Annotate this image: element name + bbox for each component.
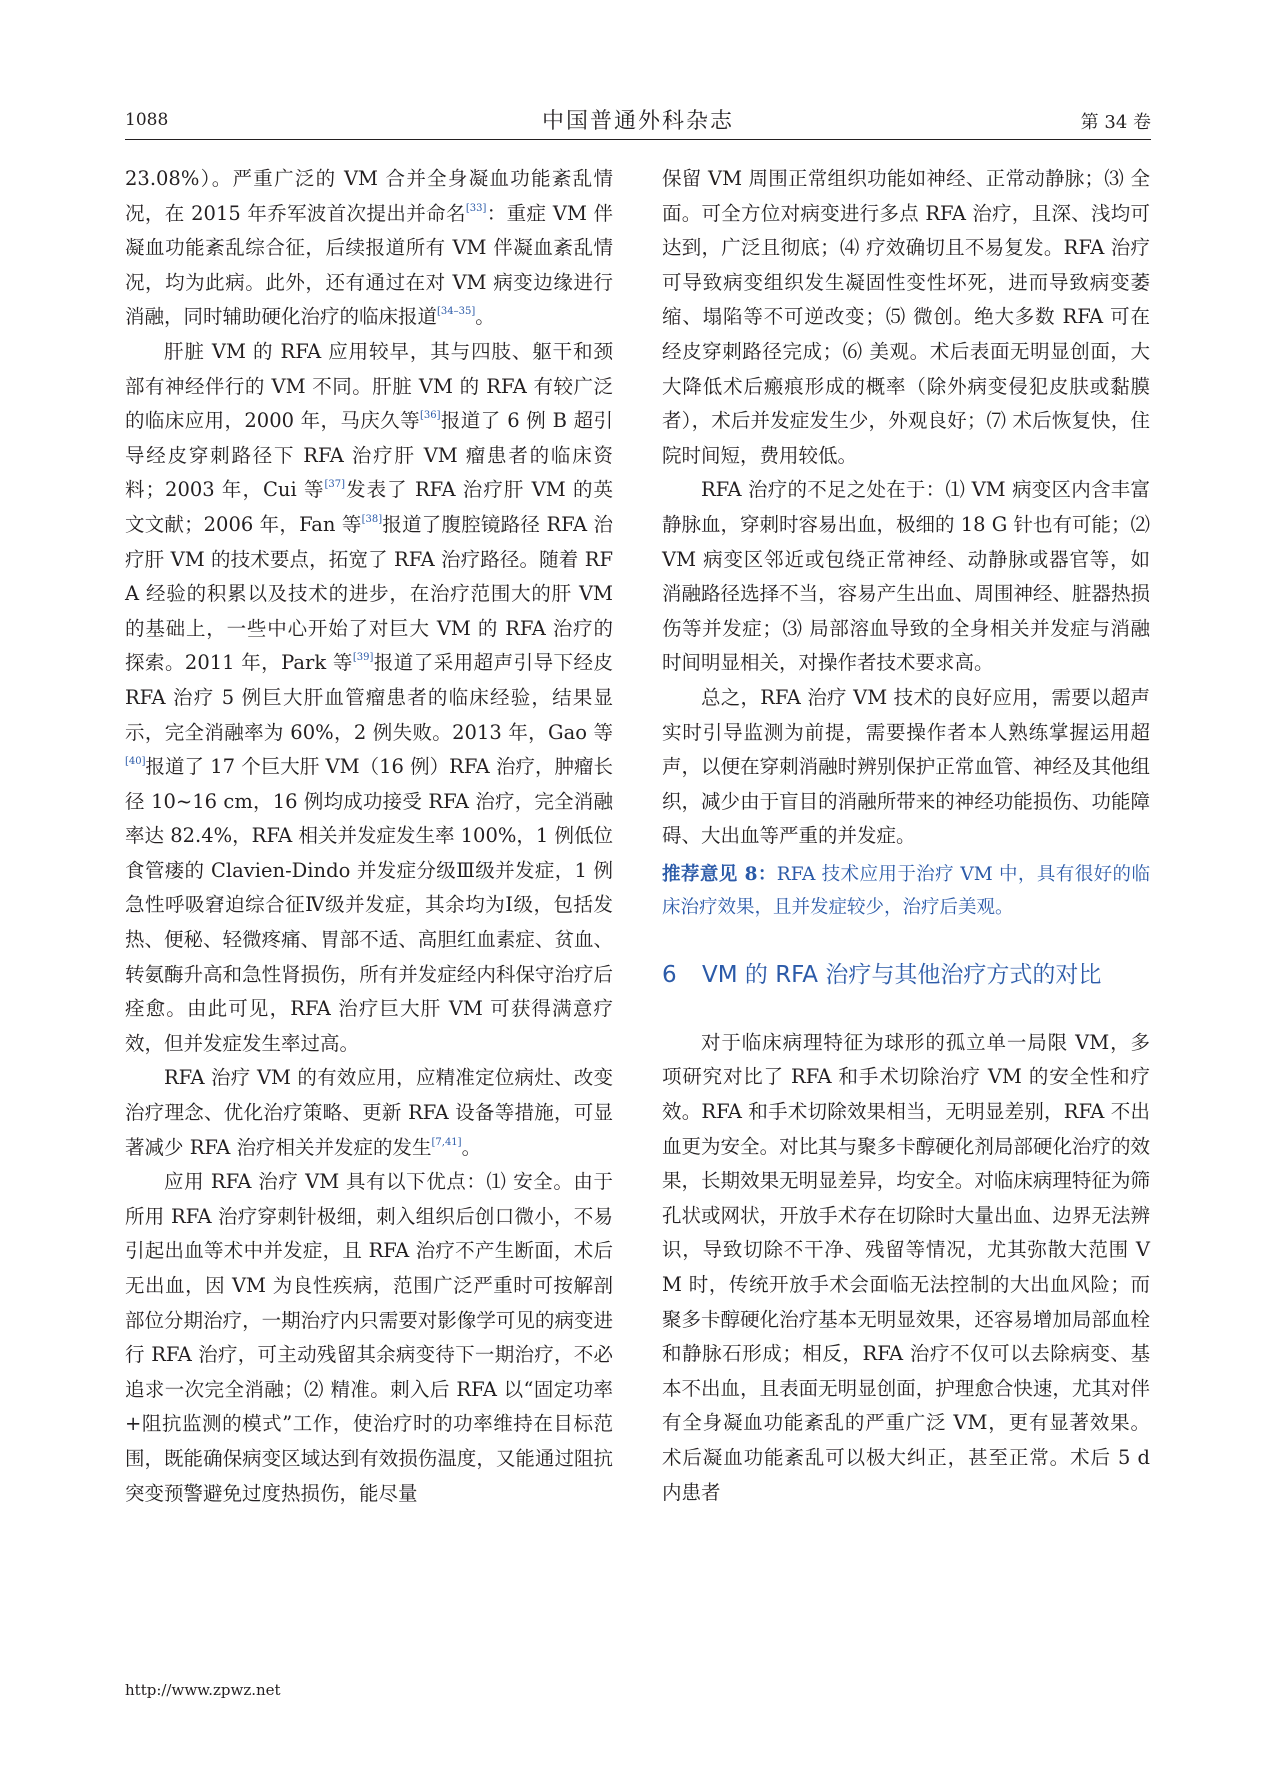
section-heading	[662, 958, 1150, 992]
paragraph	[125, 1165, 613, 1511]
paragraph-text: 对于临床病理特征为球形的孤立单一局限 VM，多项研究对比了 RFA 和手术切除治疗 VM 的安全性和疗效。RFA 和手术切除效果相当，无明显差别，RFA 不出血更为安全。对比其与聚多卡醇硬化剂局部硬化治疗的效果，长期效果无明显差异，均安全。对临床病理特征为筛孔状或网状，开放手术存在切除时大量出血、边界无法辨识，导致切除不干净、残留等情况，尤其弥散大范围 VM 时，传统开放手术会面临无法控制的大出血风险；而聚多卡醇硬化治疗基本无明显效果，还容易增加局部血栓和静脉石形成；相反，RFA 治疗不仅可以去除病变、基本不出血，且表面无明显创面，护理愈合快速，尤其对伴有全身凝血功能紊乱的严重广泛 VM，更有显著效果。术后凝血功能紊乱可以极大纠正，甚至正常。术后 5 d 内患者	[662, 1030, 1150, 1504]
paragraph-text: ：重症 VM 伴凝血功能紊乱综合征，后续报道所有 VM 伴凝血紊乱情况，均为此病。此外，还有通过在对 VM 病变边缘进行消融，同时辅助硬化治疗的临床报道	[125, 201, 613, 329]
header-rule	[125, 139, 1151, 140]
paragraph-text: 保留 VM 周围正常组织功能如神经、正常动静脉；⑶ 全面。可全方位对病变进行多点 RFA 治疗，且深、浅均可达到，广泛且彻底；⑷ 疗效确切且不易复发。RFA 治疗可导致病变组织发生凝固性变性坏死，进而导致病变萎缩、塌陷等不可逆改变；⑸ 微创。绝大多数 RFA 可在经皮穿刺路径完成；⑹ 美观。术后表面无明显创面，大大降低术后瘢痕形成的概率（除外病变侵犯皮肤或黏膜者），术后并发症发生少，外观良好；⑺ 术后恢复快，住院时间短，费用较低。	[662, 167, 1150, 467]
left-column-body	[125, 162, 613, 1511]
paragraph	[662, 681, 1150, 854]
paragraph-text: 发表了 RFA 治疗肝 VM 的英文文献；2006 年，Fan 等	[125, 478, 613, 536]
paragraph-text: 。	[461, 1135, 482, 1159]
recommendation-text: RFA 技术应用于治疗 VM 中，具有很好的临床治疗效果，且并发症较少，治疗后美观。	[662, 863, 1150, 918]
citation-ref[interactable]: [38]	[361, 513, 383, 525]
citation-ref[interactable]: [40]	[125, 756, 146, 768]
journal-title: 中国普通外科杂志	[541, 109, 734, 134]
paragraph-text: 肝脏 VM 的 RFA 应用较早，其与四肢、躯干和颈部有神经伴行的 VM 不同。肝脏 VM 的 RFA 有较广泛的临床应用，2000 年，马庆久等	[125, 339, 613, 433]
section-title: VM 的 RFA 治疗与其他治疗方式的对比	[702, 961, 1102, 988]
paragraph-text: 应用 RFA 治疗 VM 具有以下优点：⑴ 安全。由于所用 RFA 治疗穿刺针极细，刺入组织后创口微小，不易引起出血等术中并发症，且 RFA 治疗不产生断面，术后无出血，因 VM 为良性疾病，范围广泛严重时可按解剖部位分期治疗，一期治疗内只需要对影像学可见的病变进行 RFA 治疗，可主动残留其余病变待下一期治疗，不必追求一次完全消融；⑵ 精准。刺入后 RFA 以“固定功率+阻抗监测的模式”工作，使治疗时的功率维持在目标范围，既能确保病变区域达到有效损伤温度，又能通过阻抗突变预警避免过度热损伤，能尽量	[125, 1170, 613, 1505]
paragraph-text: 总之，RFA 治疗 VM 技术的良好应用，需要以超声实时引导监测为前提，需要操作者本人熟练掌握运用超声，以便在穿刺消融时辨别保护正常血管、神经及其他组织，减少由于盲目的消融所带来的神经功能损伤、功能障碍、大出血等严重的并发症。	[662, 685, 1150, 848]
citation-ref[interactable]: [7,41]	[431, 1136, 462, 1148]
volume-label: 第 34 卷	[1080, 112, 1151, 133]
section-number: 6	[662, 961, 677, 988]
citation-ref[interactable]: [34–35]	[437, 306, 476, 318]
paragraph	[125, 335, 613, 1061]
paragraph-text: 报道了腹腔镜路径 RFA 治疗肝 VM 的技术要点，拓宽了 RFA 治疗路径。随着 RFA 经验的积累以及技术的进步，在治疗范围大的肝 VM 的基础上，一些中心开始了对巨大 VM 的 RFA 治疗的探索。2011 年，Park 等	[125, 512, 613, 675]
page-number: 1088	[125, 110, 169, 130]
right-column-body-bottom	[662, 1026, 1150, 1510]
citation-ref[interactable]: [33]	[465, 202, 487, 214]
right-column-body-top	[662, 162, 1150, 854]
paragraph-text: RFA 治疗的不足之处在于：⑴ VM 病变区内含丰富静脉血，穿刺时容易出血，极细的 18 G 针也有可能；⑵ VM 病变区邻近或包绕正常神经、动静脉或器官等，如消融路径选择不当，容易产生出血、周围神经、脏器热损伤等并发症；⑶ 局部溶血导致的全身相关并发症与消融时间明显相关，对操作者技术要求高。	[662, 478, 1150, 675]
paragraph-text: 23.08%）。严重广泛的 VM 合并全身凝血功能紊乱情况，在 2015 年乔军波首次提出并命名	[125, 167, 613, 225]
left-column	[125, 162, 613, 1511]
paragraph-text: 报道了 6 例 B 超引导经皮穿刺路径下 RFA 治疗肝 VM 瘤患者的临床资料；2003 年，Cui 等	[125, 409, 614, 502]
paragraph	[125, 162, 613, 335]
paragraph	[662, 162, 1150, 473]
paragraph-text: RFA 治疗 VM 的有效应用，应精准定位病灶、改变治疗理念、优化治疗策略、更新 RFA 设备等措施，可显著减少 RFA 治疗相关并发症的发生	[125, 1066, 613, 1159]
footer-url: http://www.zpwz.net	[125, 1681, 281, 1699]
paragraph	[125, 1061, 613, 1165]
paragraph-text: 。	[475, 305, 495, 329]
citation-ref[interactable]: [36]	[419, 410, 441, 422]
paragraph	[662, 1026, 1150, 1510]
paragraph	[662, 473, 1150, 681]
recommendation	[662, 858, 1150, 924]
paragraph-text: 报道了采用超声引导下经皮 RFA 治疗 5 例巨大肝血管瘤患者的临床经验，结果显示，完全消融率为 60%，2 例失败。2013 年，Gao 等	[125, 651, 613, 744]
recommendation-label: 推荐意见 8：	[662, 863, 777, 885]
page-header	[125, 104, 1151, 138]
right-column	[662, 162, 1150, 1510]
paragraph-text: 报道了 17 个巨大肝 VM（16 例）RFA 治疗，肿瘤长径 10~16 cm，16 例均成功接受 RFA 治疗，完全消融率达 82.4%，RFA 相关并发症发生率 100%，1 例低位食管瘘的 Clavien-Dindo 并发症分级Ⅲ级并发症，1 例急性呼吸窘迫综合征Ⅳ级并发症，其余均为Ⅰ级，包括发热、便秘、轻微疼痛、胃部不适、高胆红血素症、贫血、转氨酶升高和急性肾损伤，所有并发症经内科保守治疗后痊愈。由此可见，RFA 治疗巨大肝 VM 可获得满意疗效，但并发症发生率过高。	[125, 755, 613, 1055]
citation-ref[interactable]: [39]	[352, 652, 374, 664]
citation-ref[interactable]: [37]	[324, 479, 346, 491]
